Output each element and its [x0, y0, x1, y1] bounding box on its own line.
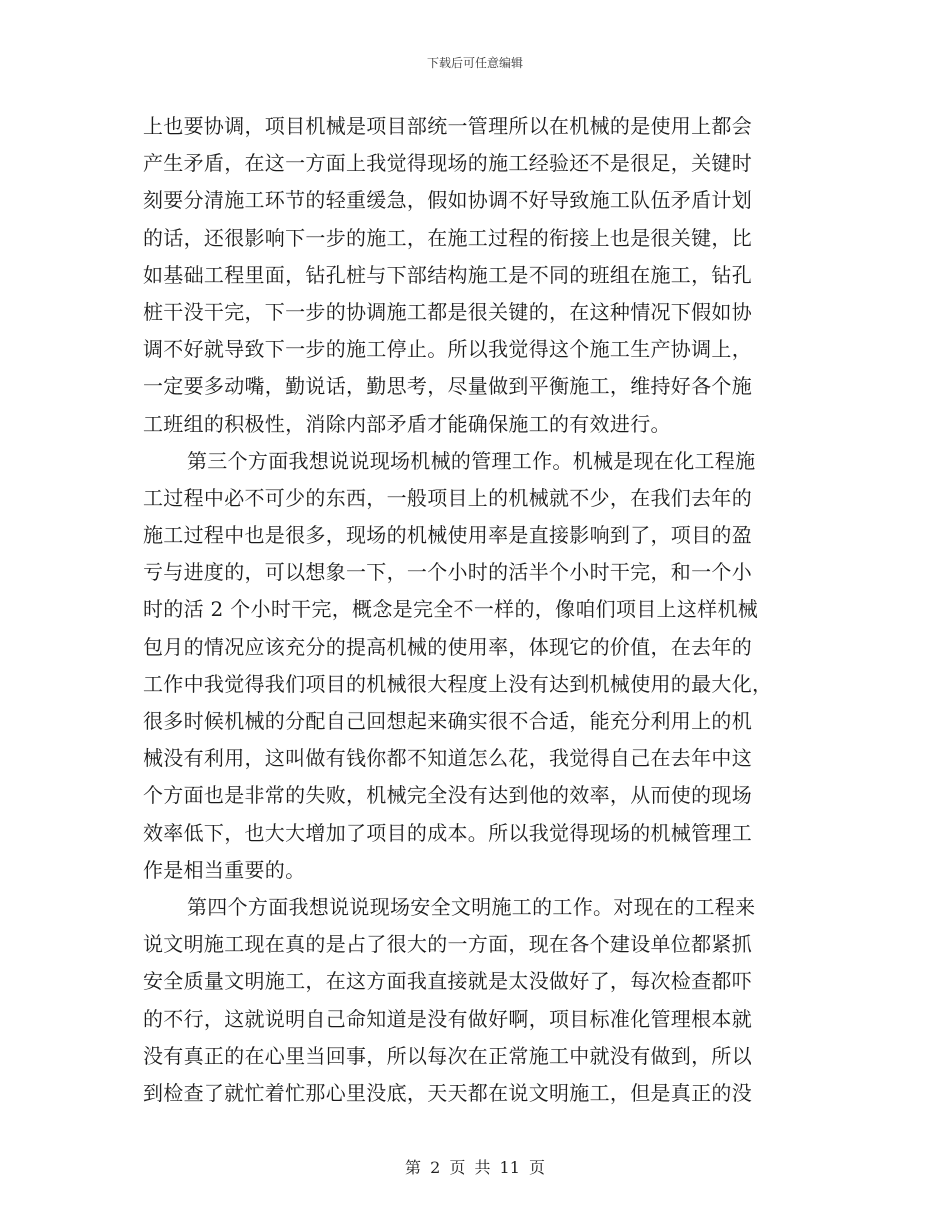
text-line: 时的活 2 个小时干完，概念是完全不一样的，像咱们项目上这样机械	[143, 597, 759, 622]
text-line: 的话，还很影响下一步的施工，在施工过程的衔接上也是很关键，比	[143, 225, 752, 250]
page-number-footer: 第 2 页 共 11 页	[405, 1158, 545, 1177]
text-line: 作是相当重要的。	[143, 857, 306, 882]
text-line: 产生矛盾，在这一方面上我觉得现场的施工经验还不是很足，关键时	[143, 151, 752, 176]
text-line: 调不好就导致下一步的施工停止。所以我觉得这个施工生产协调上，	[143, 337, 752, 362]
text-line: 到检查了就忙着忙那心里没底，天天都在说文明施工，但是真正的没	[143, 1080, 752, 1105]
text-line: 工作中我觉得我们项目的机械很大程度上没有达到机械使用的最大化，	[143, 671, 773, 696]
text-line: 很多时候机械的分配自己回想起来确实很不合适，能充分利用上的机	[143, 709, 752, 733]
text-line: 安全质量文明施工，在这方面我直接就是太没做好了，每次检查都吓	[143, 969, 752, 994]
text-line: 一定要多动嘴，勤说话，勤思考，尽量做到平衡施工，维持好各个施	[143, 374, 752, 399]
text-line: 如基础工程里面，钻孔桩与下部结构施工是不同的班组在施工，钻孔	[143, 262, 752, 287]
text-line: 第四个方面我想说说现场安全文明施工的工作。对现在的工程来	[187, 894, 756, 919]
paragraph-2	[143, 443, 807, 889]
text-line: 第三个方面我想说说现场机械的管理工作。机械是现在化工程施	[187, 448, 756, 473]
text-line: 上也要协调，项目机械是项目部统一管理所以在机械的是使用上都会	[143, 114, 752, 138]
text-line: 桩干没干完，下一步的协调施工都是很关键的，在这种情况下假如协	[143, 299, 752, 324]
text-line: 说文明施工现在真的是占了很大的一方面，现在各个建设单位都紧抓	[143, 932, 752, 957]
text-line: 械没有利用，这叫做有钱你都不知道怎么花，我觉得自己在去年中这	[143, 746, 752, 771]
text-line: 的不行，这就说明自己命知道是没有做好啊，项目标准化管理根本就	[143, 1006, 752, 1031]
text-line: 刻要分清施工环节的轻重缓急，假如协调不好导致施工队伍矛盾计划	[143, 188, 752, 213]
page-header: 下载后可任意编辑	[426, 56, 523, 70]
text-line: 效率低下，也大大增加了项目的成本。所以我觉得现场的机械管理工	[143, 820, 752, 845]
text-line: 个方面也是非常的失败，机械完全没有达到他的效率，从而使的现场	[143, 783, 752, 808]
paragraph-3	[143, 889, 807, 1112]
paragraph-1	[143, 108, 807, 443]
document-body	[143, 108, 807, 1112]
text-line: 没有真正的在心里当回事，所以每次在正常施工中就没有做到，所以	[143, 1043, 752, 1068]
text-line: 工过程中必不可少的东西，一般项目上的机械就不少，在我们去年的	[143, 485, 752, 510]
text-line: 包月的情况应该充分的提高机械的使用率，体现它的价值，在去年的	[143, 634, 752, 659]
text-line: 亏与进度的，可以想象一下，一个小时的活半个小时干完，和一个小	[143, 560, 752, 585]
text-line: 施工过程中也是很多，现场的机械使用率是直接影响到了，项目的盈	[143, 523, 752, 548]
text-line: 工班组的积极性，消除内部矛盾才能确保施工的有效进行。	[143, 411, 671, 436]
